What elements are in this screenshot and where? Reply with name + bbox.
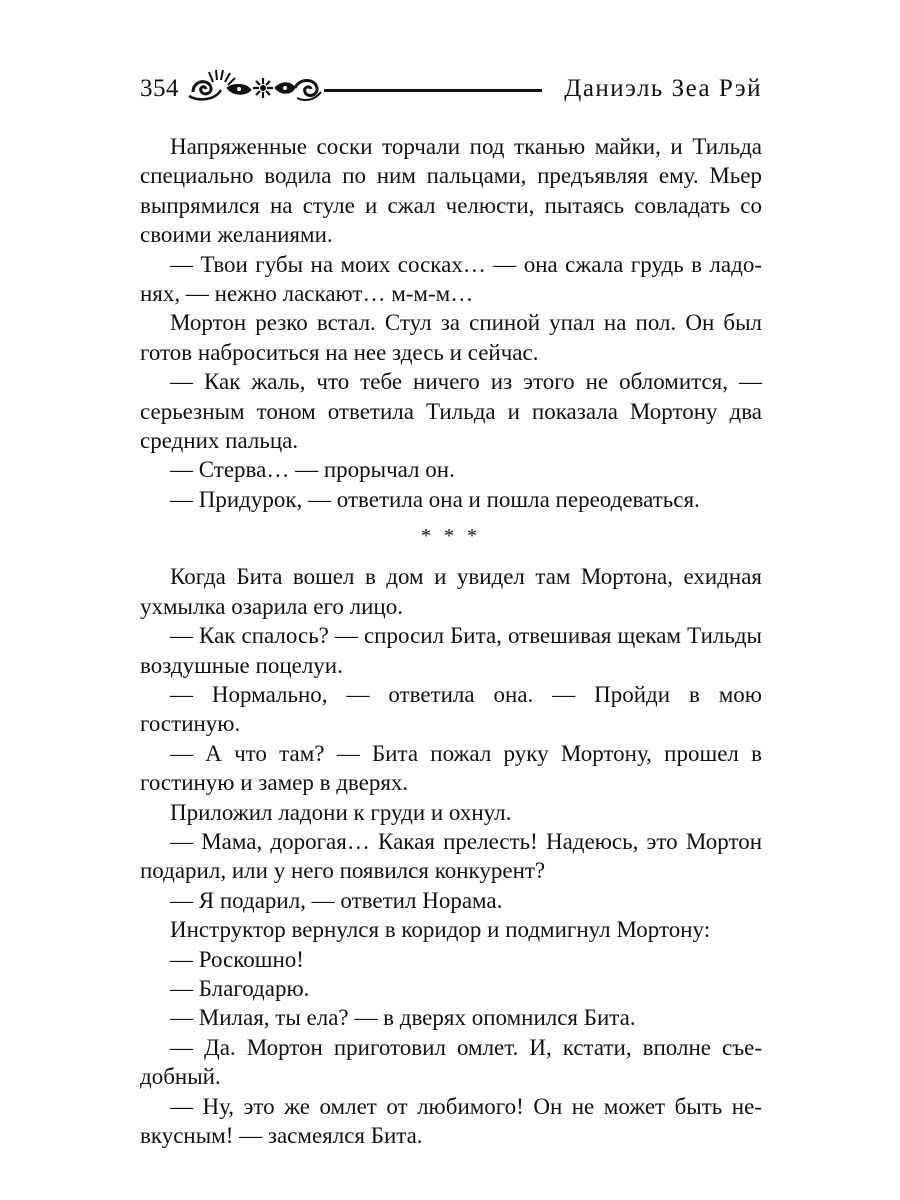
paragraph: — Я подарил, — ответил Норама.	[170, 887, 503, 913]
header-rule	[324, 89, 542, 92]
paragraph: — Как жаль, что тебе ничего из этого не обломится, — серьезным тоном ответила Тильда и показала Мортону два средних пальца.	[140, 369, 762, 454]
paragraph: — Твои губы на моих сосках… — она сжала грудь в ладонях, — нежно ласкают… м-м-м…	[140, 251, 762, 307]
paragraph: — Благодарю.	[170, 975, 310, 1001]
paragraph: — Да. Мортон приготовил омлет. И, кстати, вполне съедобный.	[140, 1034, 762, 1090]
paragraph: Приложил ладони к груди и охнул.	[170, 799, 512, 825]
paragraph: — Стерва… — прорычал он.	[170, 457, 455, 483]
page-number: 354	[140, 75, 179, 102]
paragraph: — А что там? — Бита пожал руку Мортону, прошел в гостиную и замер в дверях.	[140, 740, 762, 796]
flourish-ornament-icon	[187, 68, 322, 108]
paragraph: — Ну, это же омлет от любимого! Он не может быть невкусным! — засмеялся Бита.	[140, 1093, 762, 1148]
paragraph: — Как спалось? — спросил Бита, отвешивая щекам Тильды воздушные поцелуи.	[140, 623, 762, 678]
page-body	[140, 132, 762, 1150]
page-header	[140, 68, 762, 112]
paragraph: — Нормально, — ответила она. — Пройди в мою гостиную.	[140, 681, 762, 737]
paragraph: Напряженные соски торчали под тканью майки, и Тильда специально водила по ним пальцами, предъявляя ему. Мьер выпрямился на стуле и сжал челюсти, пытаясь совладать со своими желаниями.	[140, 134, 762, 248]
scene-separator: * * *	[421, 525, 481, 548]
paragraph: — Мама, дорогая… Какая прелесть! Надеюсь, это Мортон подарил, или у него появился конкурент?	[140, 828, 762, 884]
paragraph: — Роскошно!	[170, 946, 304, 972]
paragraph: — Милая, ты ела? — в дверях опомнился Бита.	[170, 1005, 636, 1031]
paragraph: Мортон резко встал. Стул за спиной упал на пол. Он был готов наброситься на нее здесь и сейчас.	[140, 310, 762, 365]
paragraph: Инструктор вернулся в коридор и подмигнул Мортону:	[170, 917, 711, 943]
paragraph: — Придурок, — ответила она и пошла переодеваться.	[170, 486, 700, 512]
running-title: Даниэль Зеа Рэй	[564, 75, 762, 102]
paragraph: Когда Бита вошел в дом и увидел там Мортона, ехидная ухмылка озарила его лицо.	[140, 564, 762, 619]
